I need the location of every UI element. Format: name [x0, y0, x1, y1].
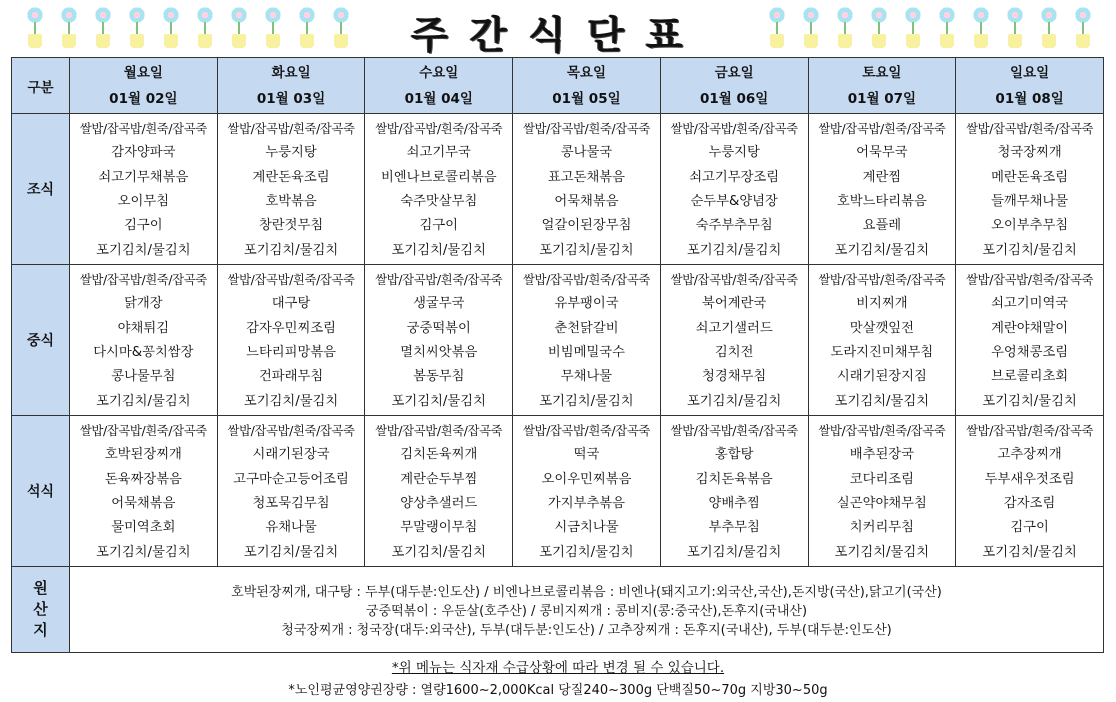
menu-item: 코다리조림 — [849, 471, 914, 487]
menu-item: 청경채무침 — [702, 369, 767, 385]
meal-cell — [513, 416, 661, 567]
day-name: 토요일 — [862, 64, 902, 81]
menu-item: 무채나물 — [560, 369, 613, 385]
meal-label: 중식 — [12, 265, 70, 416]
menu-item: 김치돈육볶음 — [695, 471, 773, 487]
menu-item: 비빔메밀국수 — [547, 345, 625, 360]
menu-list — [70, 419, 217, 565]
menu-item: 오이부추무침 — [991, 218, 1069, 234]
flower-pot-icon — [936, 2, 958, 52]
menu-item: 춘천닭갈비 — [554, 320, 619, 336]
origin-label-char: 산 — [33, 600, 48, 618]
menu-item: 김치전 — [714, 345, 754, 360]
meal-cell — [365, 114, 513, 265]
menu-list — [365, 268, 512, 414]
menu-item: 얼갈이된장무침 — [541, 218, 632, 234]
menu-item: 도라지진미채무침 — [830, 345, 934, 360]
menu-item: 들깨무채나물 — [991, 194, 1069, 209]
day-header — [365, 58, 513, 114]
meal-cell — [513, 114, 661, 265]
menu-item: 다시마&꽁치쌈장 — [93, 345, 194, 360]
origin-line: 궁중떡볶이 : 우둔살(호주산) / 콩비지찌개 : 콩비지(콩:중국산),돈후지(국내산) — [365, 604, 808, 619]
menu-item: 어묵채볶음 — [111, 496, 176, 511]
menu-item: 고구마순고등어조림 — [233, 471, 349, 487]
meal-cell — [660, 265, 808, 416]
meal-cell — [808, 416, 956, 567]
menu-item: 쇠고기미역국 — [991, 296, 1069, 312]
menu-list — [809, 117, 956, 263]
menu-item: 쌀밥/잡곡밥/흰죽/잡곡죽 — [227, 423, 355, 439]
menu-item: 브로콜리초회 — [991, 369, 1069, 385]
day-header — [217, 58, 365, 114]
meal-cell — [660, 416, 808, 567]
menu-item: 포기김치/물김치 — [96, 393, 191, 409]
menu-list — [70, 268, 217, 414]
menu-item: 야채튀김 — [117, 320, 170, 336]
menu-item: 포기김치/물김치 — [982, 544, 1077, 560]
menu-item: 비엔나브로콜리볶음 — [380, 169, 497, 185]
menu-item: 맛살깻잎전 — [849, 320, 914, 336]
menu-item: 포기김치/물김치 — [539, 242, 634, 258]
menu-item: 쌀밥/잡곡밥/흰죽/잡곡죽 — [966, 121, 1094, 137]
origin-line: 청국장찌개 : 청국장(대두:외국산), 두부(대두분:인도산) / 고추장찌개 : 돈후지(국내산), 두부(대두분:인도산) — [281, 623, 892, 638]
menu-item: 누룽지탕 — [708, 145, 760, 161]
menu-item: 청국장찌개 — [997, 145, 1062, 161]
menu-list — [956, 268, 1103, 414]
menu-item: 창란젓무침 — [258, 218, 324, 234]
menu-item: 떡국 — [573, 447, 600, 463]
menu-item: 포기김치/물김치 — [391, 544, 486, 560]
menu-item: 숙주부추무침 — [695, 218, 773, 234]
meal-cell — [513, 265, 661, 416]
menu-item: 쌀밥/잡곡밥/흰죽/잡곡죽 — [375, 423, 503, 439]
origin-label-char: 지 — [33, 621, 48, 639]
menu-item: 닭개장 — [124, 296, 163, 312]
menu-item: 시금치나물 — [554, 520, 619, 536]
decoration-right — [766, 2, 1094, 52]
flower-pot-icon — [800, 2, 822, 52]
menu-list — [956, 419, 1103, 565]
meal-cell — [956, 114, 1104, 265]
meal-cell — [70, 416, 218, 567]
flower-pot-icon — [1072, 2, 1094, 52]
menu-item: 우엉채콩조림 — [991, 345, 1069, 360]
menu-item: 포기김치/물김치 — [539, 544, 634, 560]
day-name: 목요일 — [566, 64, 607, 81]
flower-pot-icon — [868, 2, 890, 52]
menu-item: 실곤약야채무침 — [836, 496, 927, 511]
day-header — [70, 58, 218, 114]
meal-cell — [808, 265, 956, 416]
meal-cell — [808, 114, 956, 265]
menu-item: 감자양파국 — [111, 145, 176, 161]
menu-item: 숙주맛살무침 — [400, 194, 478, 209]
menu-item: 쌀밥/잡곡밥/흰죽/잡곡죽 — [522, 423, 650, 439]
menu-item: 유부팽이국 — [554, 296, 619, 312]
menu-item: 포기김치/물김치 — [982, 242, 1077, 258]
corner-cell: 구분 — [12, 58, 70, 114]
menu-list — [365, 419, 512, 565]
origin-info — [70, 567, 1104, 653]
menu-item: 쌀밥/잡곡밥/흰죽/잡곡죽 — [375, 121, 503, 137]
flower-pot-icon — [766, 2, 788, 52]
menu-item: 김구이 — [1010, 520, 1049, 536]
menu-item: 쌀밥/잡곡밥/흰죽/잡곡죽 — [79, 272, 207, 288]
menu-item: 쌀밥/잡곡밥/흰죽/잡곡죽 — [818, 121, 946, 137]
menu-list — [513, 419, 660, 565]
meal-label: 조식 — [12, 114, 70, 265]
menu-item: 홍합탕 — [714, 447, 754, 463]
menu-list — [218, 419, 365, 565]
page-header — [0, 0, 1116, 56]
menu-item: 김구이 — [419, 218, 459, 234]
menu-item: 유채나물 — [265, 520, 317, 536]
menu-item: 콩나물국 — [560, 145, 613, 161]
day-date: 01월 05일 — [552, 90, 621, 107]
menu-item: 두부새우젓조림 — [984, 471, 1075, 487]
origin-label-char: 원 — [33, 579, 48, 597]
menu-item: 가지부추볶음 — [547, 496, 625, 511]
menu-item: 오이무침 — [117, 194, 170, 209]
menu-item: 오이우민찌볶음 — [541, 471, 632, 487]
menu-list — [809, 419, 956, 565]
header-row — [12, 58, 1104, 114]
menu-item: 요플레 — [862, 218, 902, 234]
day-name: 일요일 — [1010, 64, 1050, 81]
menu-list — [661, 419, 808, 565]
menu-item: 포기김치/물김치 — [391, 242, 486, 258]
menu-item: 메란돈육조림 — [991, 169, 1069, 185]
menu-item: 포기김치/물김치 — [391, 393, 486, 409]
menu-item: 누룽지탕 — [265, 145, 317, 161]
day-header — [513, 58, 661, 114]
menu-item: 고추장찌개 — [997, 447, 1062, 463]
menu-item: 쌀밥/잡곡밥/흰죽/잡곡죽 — [670, 272, 798, 288]
menu-item: 쇠고기샐러드 — [695, 320, 773, 336]
menu-item: 쌀밥/잡곡밥/흰죽/잡곡죽 — [818, 423, 946, 439]
menu-item: 생굴무국 — [413, 296, 465, 312]
menu-item: 쇠고기무국 — [406, 145, 471, 161]
day-date: 01월 04일 — [404, 90, 473, 107]
meal-cell — [956, 265, 1104, 416]
meal-row — [12, 114, 1104, 265]
menu-list — [661, 117, 808, 263]
menu-item: 포기김치/물김치 — [686, 242, 782, 258]
menu-list — [365, 117, 512, 263]
menu-item: 포기김치/물김치 — [243, 544, 339, 560]
day-name: 금요일 — [714, 64, 754, 81]
flower-pot-icon — [970, 2, 992, 52]
menu-item: 포기김치/물김치 — [686, 393, 782, 409]
menu-item: 쌀밥/잡곡밥/흰죽/잡곡죽 — [227, 121, 355, 137]
day-date: 01월 06일 — [699, 90, 769, 107]
menu-item: 쌀밥/잡곡밥/흰죽/잡곡죽 — [79, 121, 207, 137]
menu-list — [218, 268, 365, 414]
menu-list — [956, 117, 1103, 263]
menu-item: 계란야채말이 — [991, 320, 1069, 336]
menu-list — [661, 268, 808, 414]
day-name: 월요일 — [123, 64, 163, 81]
menu-item: 포기김치/물김치 — [834, 242, 930, 258]
menu-item: 표고돈채볶음 — [547, 169, 625, 185]
day-header — [956, 58, 1104, 114]
menu-item: 치커리무침 — [849, 520, 914, 536]
menu-item: 어묵무국 — [856, 145, 908, 161]
footer-note-nutrition: *노인평균영양권장량 : 열량1600~2,000Kcal 당질240~300g 단백질50~70g 지방30~50g — [288, 683, 828, 698]
meal-cell — [217, 114, 365, 265]
menu-item: 계란돈육조림 — [252, 169, 330, 185]
flower-pot-icon — [834, 2, 856, 52]
menu-item: 무말랭이무침 — [400, 520, 478, 536]
menu-item: 양상추샐러드 — [400, 496, 478, 511]
menu-item: 청포묵김무침 — [252, 496, 330, 511]
menu-item: 북어계란국 — [702, 296, 767, 312]
menu-item: 돈육짜장볶음 — [104, 471, 182, 487]
menu-item: 물미역초회 — [111, 520, 176, 536]
menu-item: 어묵채볶음 — [554, 194, 619, 209]
menu-item: 시래기된장지짐 — [836, 369, 927, 385]
menu-item: 쌀밥/잡곡밥/흰죽/잡곡죽 — [375, 272, 503, 288]
origin-line: 호박된장찌개, 대구탕 : 두부(대두분:인도산) / 비엔나브로콜리볶음 : 비엔나(돼지고기:외국산,국산),돈지방(국산),닭고기(국산) — [231, 585, 942, 600]
meal-cell — [365, 265, 513, 416]
menu-item: 쌀밥/잡곡밥/흰죽/잡곡죽 — [522, 272, 650, 288]
meal-cell — [365, 416, 513, 567]
flower-pot-icon — [1004, 2, 1026, 52]
menu-item: 김구이 — [124, 218, 163, 234]
menu-item: 쌀밥/잡곡밥/흰죽/잡곡죽 — [966, 272, 1094, 288]
menu-item: 부추무침 — [708, 520, 760, 536]
menu-item: 호박볶음 — [265, 194, 317, 209]
menu-list — [513, 117, 660, 263]
menu-item: 대구탕 — [271, 296, 311, 312]
origin-label — [12, 567, 70, 653]
menu-item: 포기김치/물김치 — [686, 544, 782, 560]
meal-cell — [70, 265, 218, 416]
menu-item: 쇠고기무채볶음 — [98, 169, 189, 185]
menu-item: 콩나물무침 — [111, 369, 176, 385]
meal-label: 석식 — [12, 416, 70, 567]
menu-item: 포기김치/물김치 — [982, 393, 1077, 409]
meal-cell — [660, 114, 808, 265]
meal-row — [12, 416, 1104, 567]
menu-item: 쌀밥/잡곡밥/흰죽/잡곡죽 — [79, 423, 207, 439]
menu-item: 호박느타리볶음 — [836, 194, 927, 209]
menu-item: 쌀밥/잡곡밥/흰죽/잡곡죽 — [966, 423, 1094, 439]
menu-item: 비지찌개 — [856, 296, 908, 312]
menu-item: 포기김치/물김치 — [834, 544, 930, 560]
day-name: 수요일 — [419, 64, 459, 81]
menu-item: 봄동무침 — [413, 369, 465, 385]
menu-item: 쌀밥/잡곡밥/흰죽/잡곡죽 — [670, 121, 798, 137]
day-date: 01월 02일 — [109, 90, 178, 107]
menu-item: 순두부&양념장 — [690, 194, 778, 209]
meal-cell — [70, 114, 218, 265]
menu-item: 궁중떡볶이 — [406, 320, 471, 336]
menu-item: 쌀밥/잡곡밥/흰죽/잡곡죽 — [670, 423, 798, 439]
menu-item: 멸치씨앗볶음 — [400, 345, 478, 360]
menu-item: 감자우민찌조림 — [246, 320, 337, 336]
menu-item: 계란순두부찜 — [400, 471, 478, 487]
day-header — [808, 58, 956, 114]
menu-list — [70, 117, 217, 263]
menu-item: 포기김치/물김치 — [243, 242, 339, 258]
meal-row — [12, 265, 1104, 416]
meal-cell — [217, 265, 365, 416]
menu-item: 포기김치/물김치 — [834, 393, 930, 409]
menu-item: 쇠고기무장조림 — [689, 169, 780, 185]
menu-item: 건파래무침 — [258, 369, 324, 385]
flower-pot-icon — [902, 2, 924, 52]
menu-list — [809, 268, 956, 414]
meal-cell — [956, 416, 1104, 567]
menu-item: 양배추찜 — [708, 496, 760, 511]
menu-item: 시래기된장국 — [252, 447, 330, 463]
menu-item: 포기김치/물김치 — [96, 544, 191, 560]
day-date: 01월 03일 — [256, 90, 326, 107]
day-header — [660, 58, 808, 114]
day-name: 화요일 — [271, 64, 311, 81]
origin-row — [12, 567, 1104, 653]
menu-table — [11, 57, 1104, 653]
menu-item: 쌀밥/잡곡밥/흰죽/잡곡죽 — [522, 121, 650, 137]
menu-item: 김치돈육찌개 — [400, 447, 478, 463]
menu-item: 포기김치/물김치 — [539, 393, 634, 409]
menu-item: 포기김치/물김치 — [96, 242, 191, 258]
menu-item: 감자조림 — [1003, 496, 1056, 511]
menu-item: 포기김치/물김치 — [243, 393, 339, 409]
meal-cell — [217, 416, 365, 567]
menu-list — [218, 117, 365, 263]
menu-item: 배추된장국 — [849, 447, 914, 463]
menu-item: 계란찜 — [862, 169, 902, 185]
menu-item: 느타리피망볶음 — [246, 345, 337, 360]
menu-item: 호박된장찌개 — [104, 447, 182, 463]
menu-item: 쌀밥/잡곡밥/흰죽/잡곡죽 — [227, 272, 355, 288]
menu-list — [513, 268, 660, 414]
day-date: 01월 07일 — [847, 90, 917, 107]
menu-item: 쌀밥/잡곡밥/흰죽/잡곡죽 — [818, 272, 946, 288]
day-date: 01월 08일 — [995, 90, 1064, 107]
flower-pot-icon — [1038, 2, 1060, 52]
footer-note-menu-change: *위 메뉴는 식자재 수급상황에 따라 변경 될 수 있습니다. — [391, 660, 725, 676]
page-title: 주간식단표 — [411, 13, 705, 57]
